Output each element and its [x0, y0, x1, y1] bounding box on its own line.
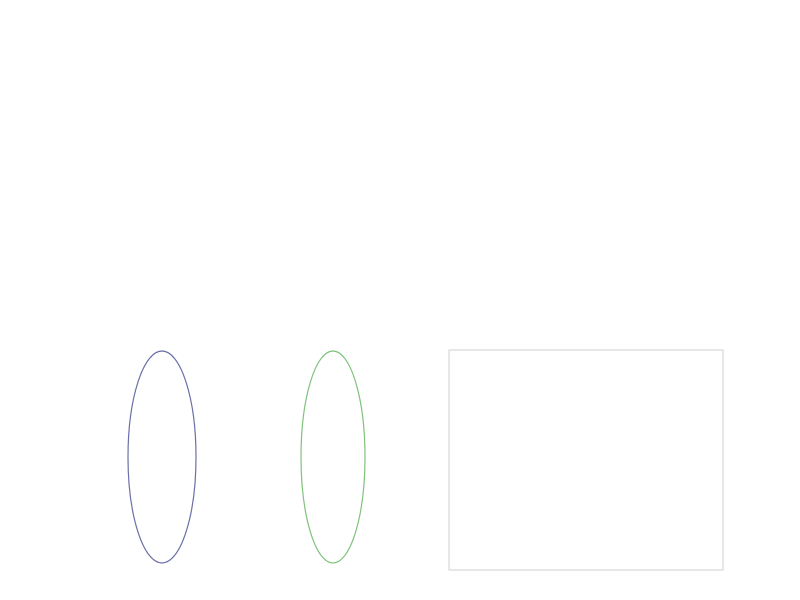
figure-frame — [449, 350, 723, 570]
